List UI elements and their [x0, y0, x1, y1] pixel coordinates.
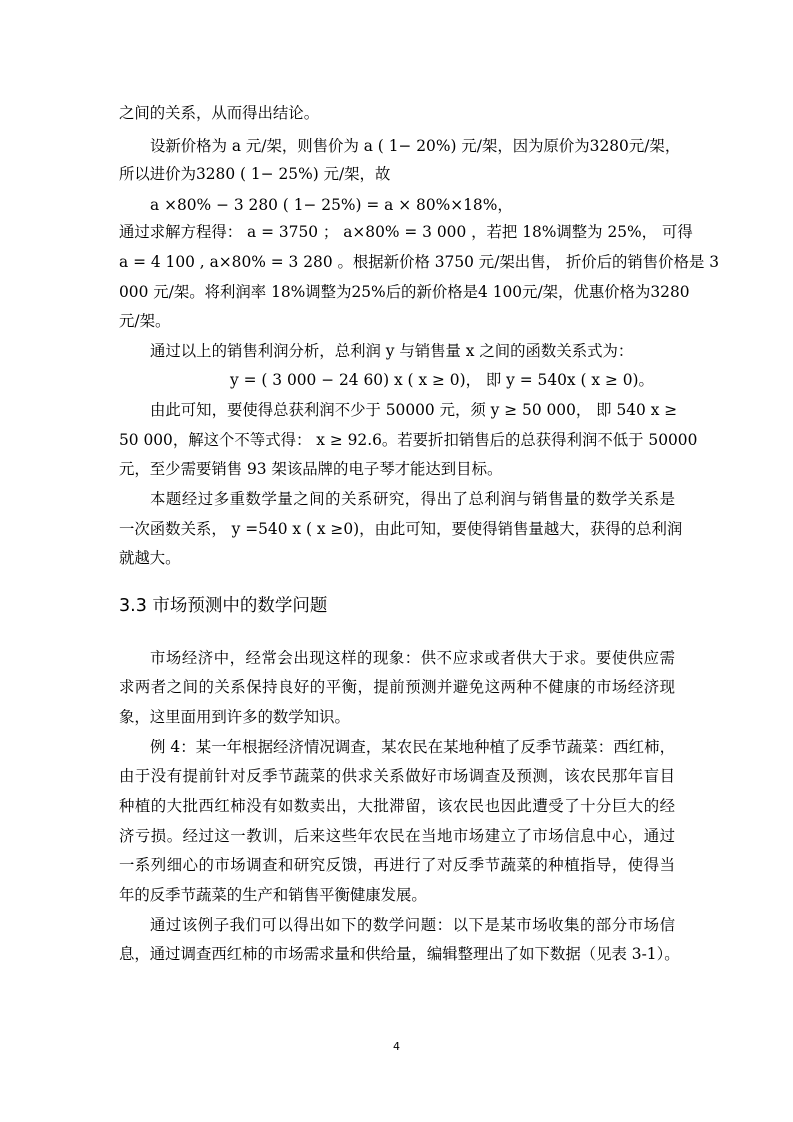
- text-line: 济亏损。经过这一教训，后来这些年农民在当地市场建立了市场信息中心，通过: [119, 827, 675, 845]
- text-line: 通过该例子我们可以得出如下的数学问题：以下是某市场收集的部分市场信: [150, 916, 675, 934]
- page-number: 4: [393, 1040, 400, 1053]
- text-line: 本题经过多重数学量之间的关系研究，得出了总利润与销售量的数学关系是: [150, 490, 675, 508]
- text-line: 之间的关系，从而得出结论。: [119, 104, 320, 122]
- text-line: 由于没有提前针对反季节蔬菜的供求关系做好市场调查及预测，该农民那年盲目: [119, 767, 675, 785]
- text-line: 求两者之间的关系保持良好的平衡，提前预测并避免这两种不健康的市场经济现: [119, 678, 675, 696]
- text-line: 元，至少需要销售 93 架该品牌的电子琴才能达到目标。: [119, 460, 503, 478]
- equation: y = ( 3 000 − 24 60) x ( x ≥ 0)， 即 y = 540x ( x ≥ 0)。: [230, 371, 654, 389]
- text-line: 一系列细心的市场调查和研究反馈，再进行了对反季节蔬菜的种植指导，使得当: [119, 856, 675, 874]
- text-line: 例 4：某一年根据经济情况调查，某农民在某地种植了反季节蔬菜：西红柿，: [150, 738, 675, 756]
- text-line: 50 000，解这个不等式得： x ≥ 92.6。若要折扣销售后的总获得利润不低于 50000: [119, 431, 698, 449]
- text-line: 年的反季节蔬菜的生产和销售平衡健康发展。: [119, 886, 427, 904]
- text-line: 象，这里面用到许多的数学知识。: [119, 708, 350, 726]
- text-line: 通过以上的销售利润分析，总利润 y 与销售量 x 之间的函数关系式为：: [150, 342, 634, 360]
- section-heading: 3.3 市场预测中的数学问题: [119, 596, 328, 616]
- text-line: a = 4 100 , a×80% = 3 280 。根据新价格 3750 元/架出售， 折价后的销售价格是 3: [119, 253, 720, 271]
- text-line: 种植的大批西红柿没有如数卖出，大批滞留，该农民也因此遭受了十分巨大的经: [119, 797, 675, 815]
- text-line: 市场经济中，经常会出现这样的现象：供不应求或者供大于求。要使供应需: [150, 649, 675, 667]
- text-line: 通过求解方程得： a = 3750 ； a×80% = 3 000 ，若把 18%调整为 25%， 可得: [119, 223, 693, 241]
- text-line: 设新价格为 a 元/架，则售价为 a ( 1− 20%) 元/架，因为原价为3280元/架，: [150, 137, 681, 155]
- text-line: 就越大。: [119, 549, 181, 567]
- text-line: 元/架。: [119, 312, 171, 330]
- text-line: 息，通过调查西红柿的市场需求量和供给量，编辑整理出了如下数据（见表 3-1）。: [119, 945, 680, 963]
- text-line: 一次函数关系， y =540 x ( x ≥0)，由此可知，要使得销售量越大，获得的总利润: [119, 520, 683, 538]
- text-line: 所以进价为3280 ( 1− 25%) 元/架，故: [119, 165, 391, 183]
- text-line: 000 元/架。将利润率 18%调整为25%后的新价格是4 100元/架，优惠价格为3280: [119, 283, 690, 301]
- equation: a ×80% − 3 280 ( 1− 25%) = a × 80%×18%，: [150, 196, 513, 214]
- text-line: 由此可知，要使得总获利润不少于 50000 元，须 y ≥ 50 000， 即 540 x ≥: [150, 401, 678, 419]
